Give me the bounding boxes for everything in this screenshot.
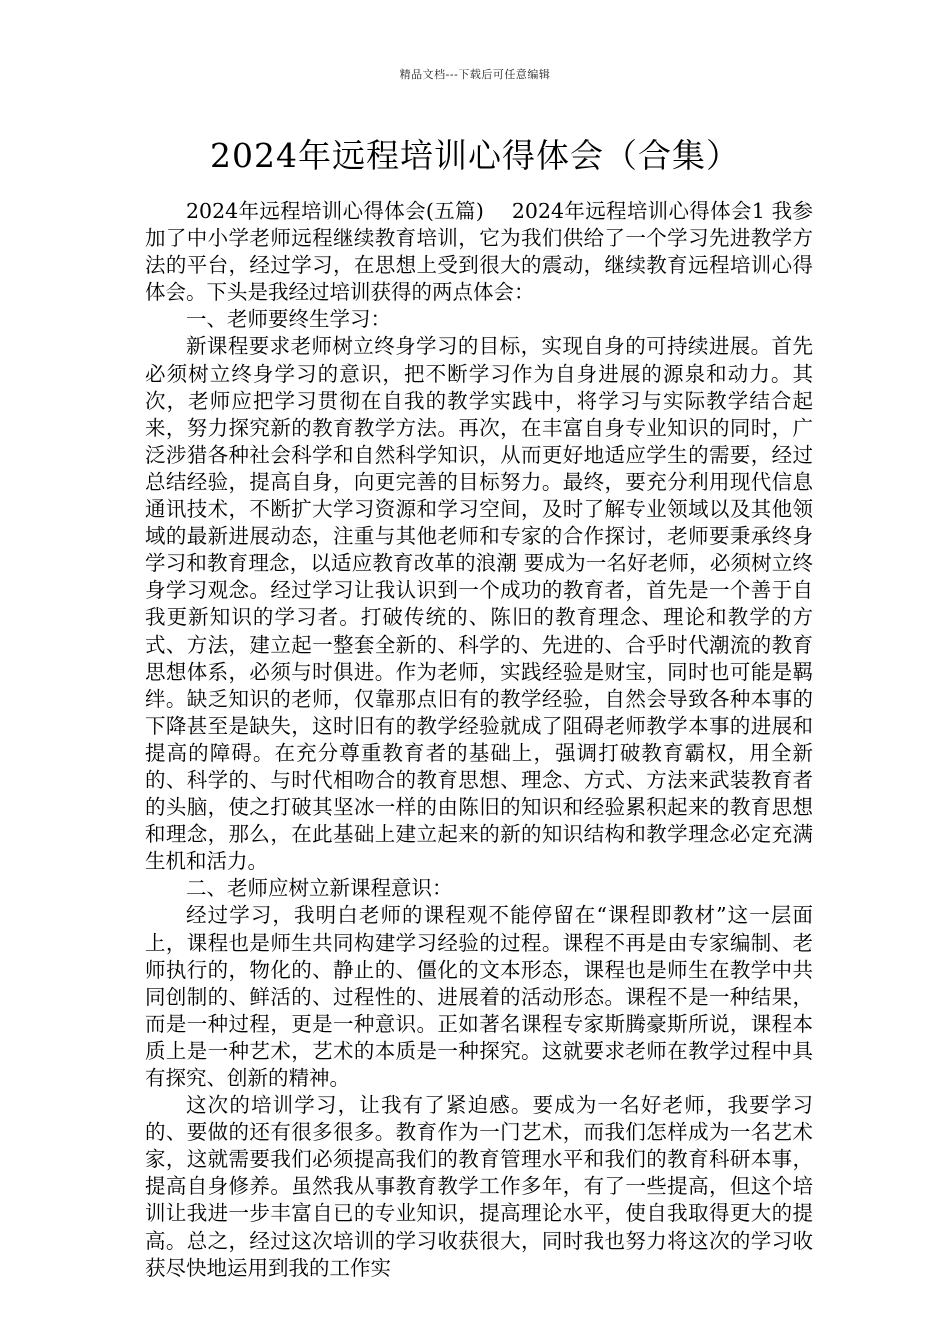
paragraph-intro: 2024年远程培训心得体会(五篇) 2024年远程培训心得体会1 我参加了中小学老师远程继续教育培训，它为我们供给了一个学习先进教学方法的平台，经过学习，在思想上受到很大的震动，继续教育远程培训心得体会。下头是我经过培训获得的两点体会：: [145, 199, 813, 305]
header-note: 精品文档---下载后可任意编辑: [399, 68, 551, 81]
document-body: [145, 198, 813, 1282]
document-title: 2024年远程培训心得体会（合集）: [210, 136, 740, 175]
paragraph-section-1: 新课程要求老师树立终身学习的目标，实现自身的可持续进展。首先必须树立终身学习的意识，把不断学习作为自身进展的源泉和动力。其次，老师应把学习贯彻在自我的教学实践中，将学习与实际教学结合起来，努力探究新的教育教学方法。再次，在丰富自身专业知识的同时，广泛涉猎各种社会科学和自然科学知识，从而更好地适应学生的需要，经过总结经验，提高自身，向更完善的目标努力。最终，要充分利用现代信息通讯技术，不断扩大学习资源和学习空间，及时了解专业领域以及其他领域的最新进展动态，注重与其他老师和专家的合作探讨，老师要秉承终身学习和教育理念，以适应教育改革的浪潮 要成为一名好老师，必须树立终身学习观念。经过学习让我认识到一个成功的教育者，首先是一个善于自我更新知识的学习者。打破传统的、陈旧的教育理念、理论和教学的方式、方法，建立起一整套全新的、科学的、先进的、合乎时代潮流的教育思想体系，必须与时俱进。作为老师，实践经验是财宝，同时也可能是羁绊。缺乏知识的老师，仅靠那点旧有的教学经验，自然会导致各种本事的下降甚至是缺失，这时旧有的教学经验就成了阻碍老师教学本事的进展和提高的障碍。在充分尊重教育者的基础上，强调打破教育霸权，用全新的、科学的、与时代相吻合的教育思想、理念、方式、方法来武装教育者的头脑，使之打破其坚冰一样的由陈旧的知识和经验累积起来的教育思想和理念，那么，在此基础上建立起来的新的知识结构和教学理念必定充满生机和活力。: [145, 334, 813, 874]
section-heading-1: 一、老师要终生学习：: [186, 307, 391, 332]
paragraph-conclusion: 这次的培训学习，让我有了紧迫感。要成为一名好老师，我要学习的、要做的还有很多很多。教育作为一门艺术，而我们怎样成为一名艺术家，这就需要我们必须提高我们的教育管理水平和我们的教育科研本事，提高自身修养。虽然我从事教育教学工作多年，有了一些提高，但这个培训让我进一步丰富自已的专业知识，提高理论水平，使自我取得更大的提高。总之，经过这次培训的学习收获很大，同时我也努力将这次的学习收获尽快地运用到我的工作实: [145, 1093, 813, 1280]
section-heading-2: 二、老师应树立新课程意识：: [186, 876, 453, 901]
paragraph-section-2: 经过学习，我明白老师的课程观不能停留在“课程即教材”这一层面上，课程也是师生共同构建学习经验的过程。课程不再是由专家编制、老师执行的，物化的、静止的、僵化的文本形态，课程也是师生在教学中共同创制的、鲜活的、过程性的、进展着的活动形态。课程不是一种结果，而是一种过程，更是一种意识。正如著名课程专家斯腾豪斯所说，课程本质上是一种艺术，艺术的本质是一种探究。这就要求老师在教学过程中具有探究、创新的精神。: [145, 903, 813, 1090]
